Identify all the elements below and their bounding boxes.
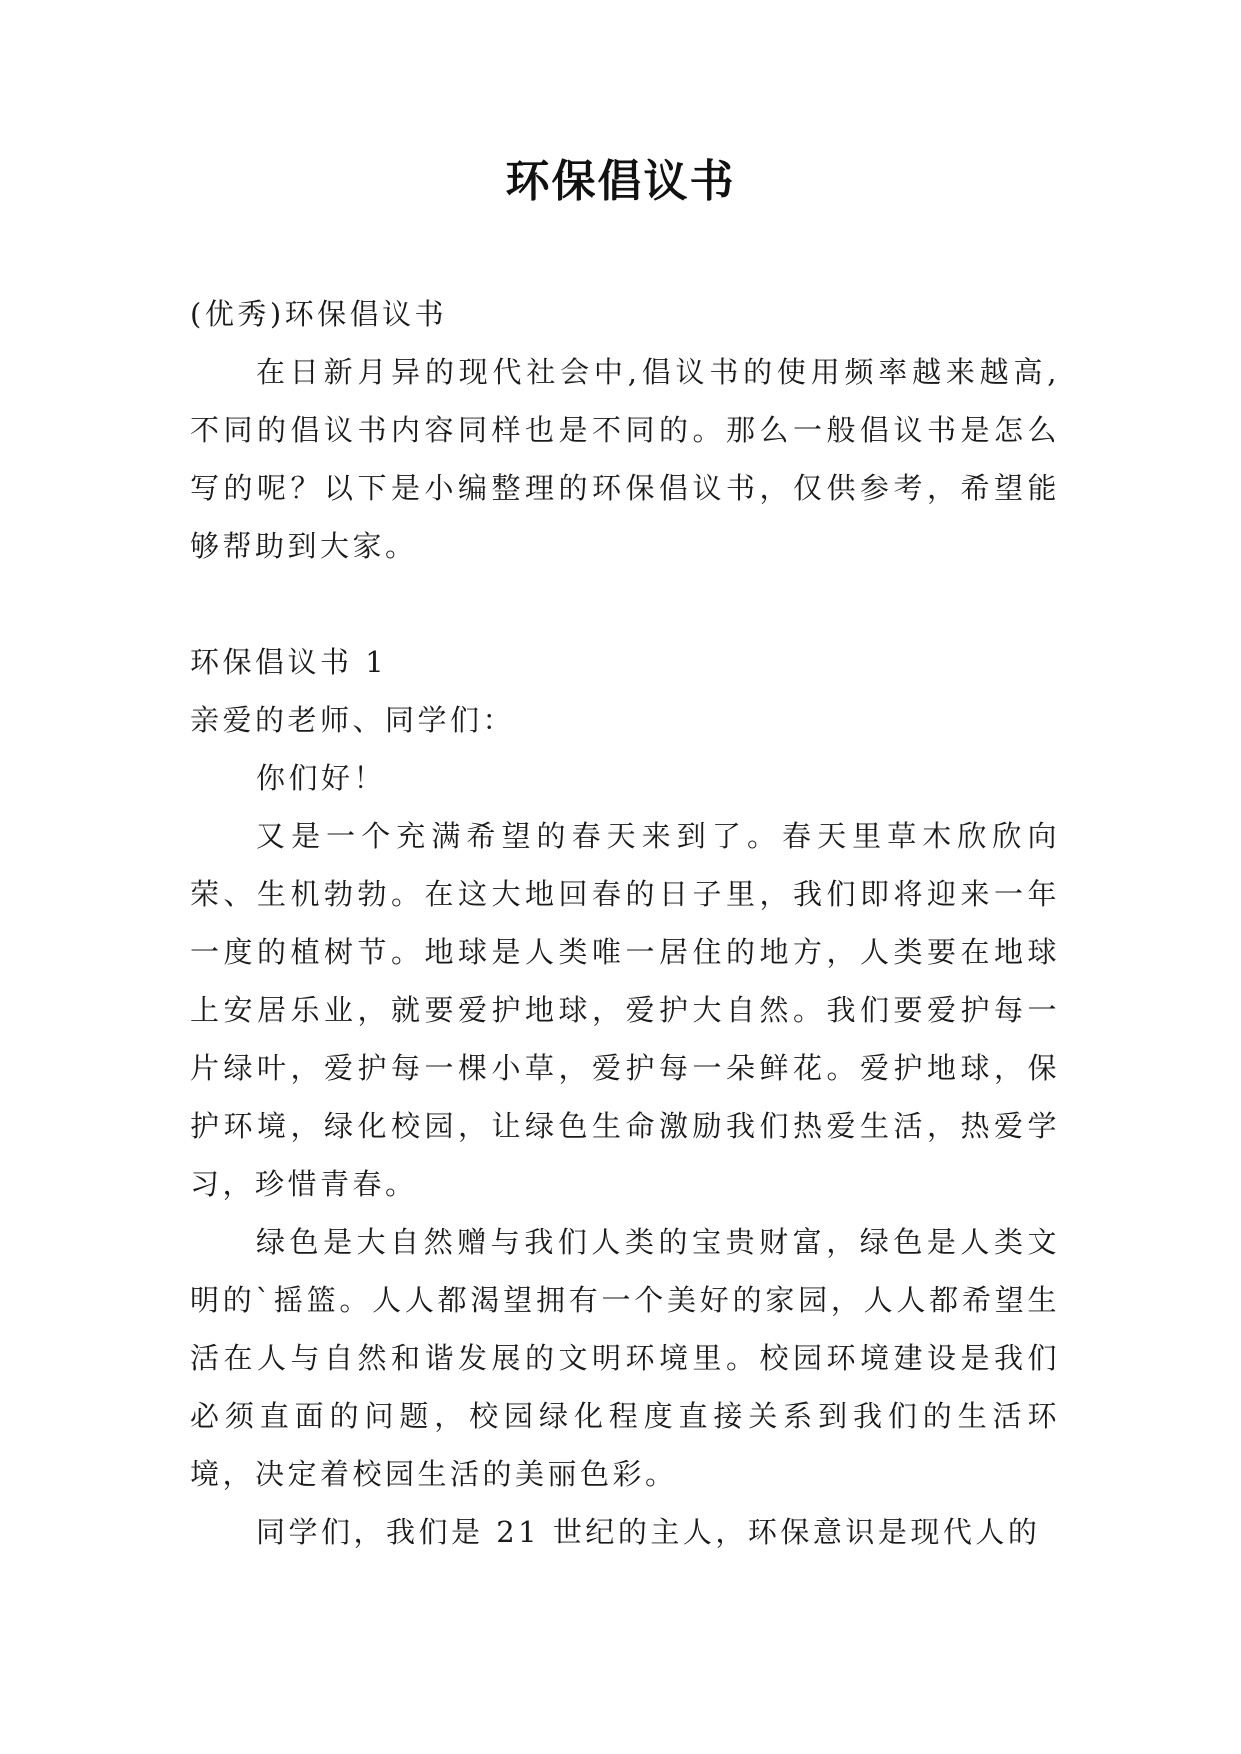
intro-paragraph: 在日新月异的现代社会中,倡议书的使用频率越来越高,不同的倡议书内容同样也是不同的。那么一般倡议书是怎么写的呢？以下是小编整理的环保倡议书，仅供参考，希望能够帮助到大家。 (190, 355, 1060, 563)
paragraph-gap (190, 575, 1060, 633)
section-heading: 环保倡议书 1 (190, 645, 388, 679)
document-title: 环保倡议书 (505, 156, 736, 207)
document-subtitle: (优秀)环保倡议书 (190, 297, 448, 331)
body-paragraph-1: 又是一个充满希望的春天来到了。春天里草木欣欣向荣、生机勃勃。在这大地回春的日子里，我们即将迎来一年一度的植树节。地球是人类唯一居住的地方，人类要在地球上安居乐业，就要爱护地球，爱护大自然。我们要爱护每一片绿叶，爱护每一棵小草，爱护每一朵鲜花。爱护地球，保护环境，绿化校园，让绿色生命激励我们热爱生活，热爱学习，珍惜青春。 (190, 819, 1060, 1201)
salutation: 亲爱的老师、同学们： (190, 703, 516, 737)
body-paragraph-2: 绿色是大自然赠与我们人类的宝贵财富，绿色是人类文明的`摇篮。人人都渴望拥有一个美好的家园，人人都希望生活在人与自然和谐发展的文明环境里。校园环境建设是我们必须直面的问题，校园绿化程度直接关系到我们的生活环境，决定着校园生活的美丽色彩。 (190, 1225, 1060, 1491)
document-body (190, 285, 1060, 1561)
body-paragraph-3: 同学们，我们是 21 世纪的主人，环保意识是现代人的 (256, 1515, 1041, 1549)
greeting: 你们好！ (256, 761, 387, 795)
